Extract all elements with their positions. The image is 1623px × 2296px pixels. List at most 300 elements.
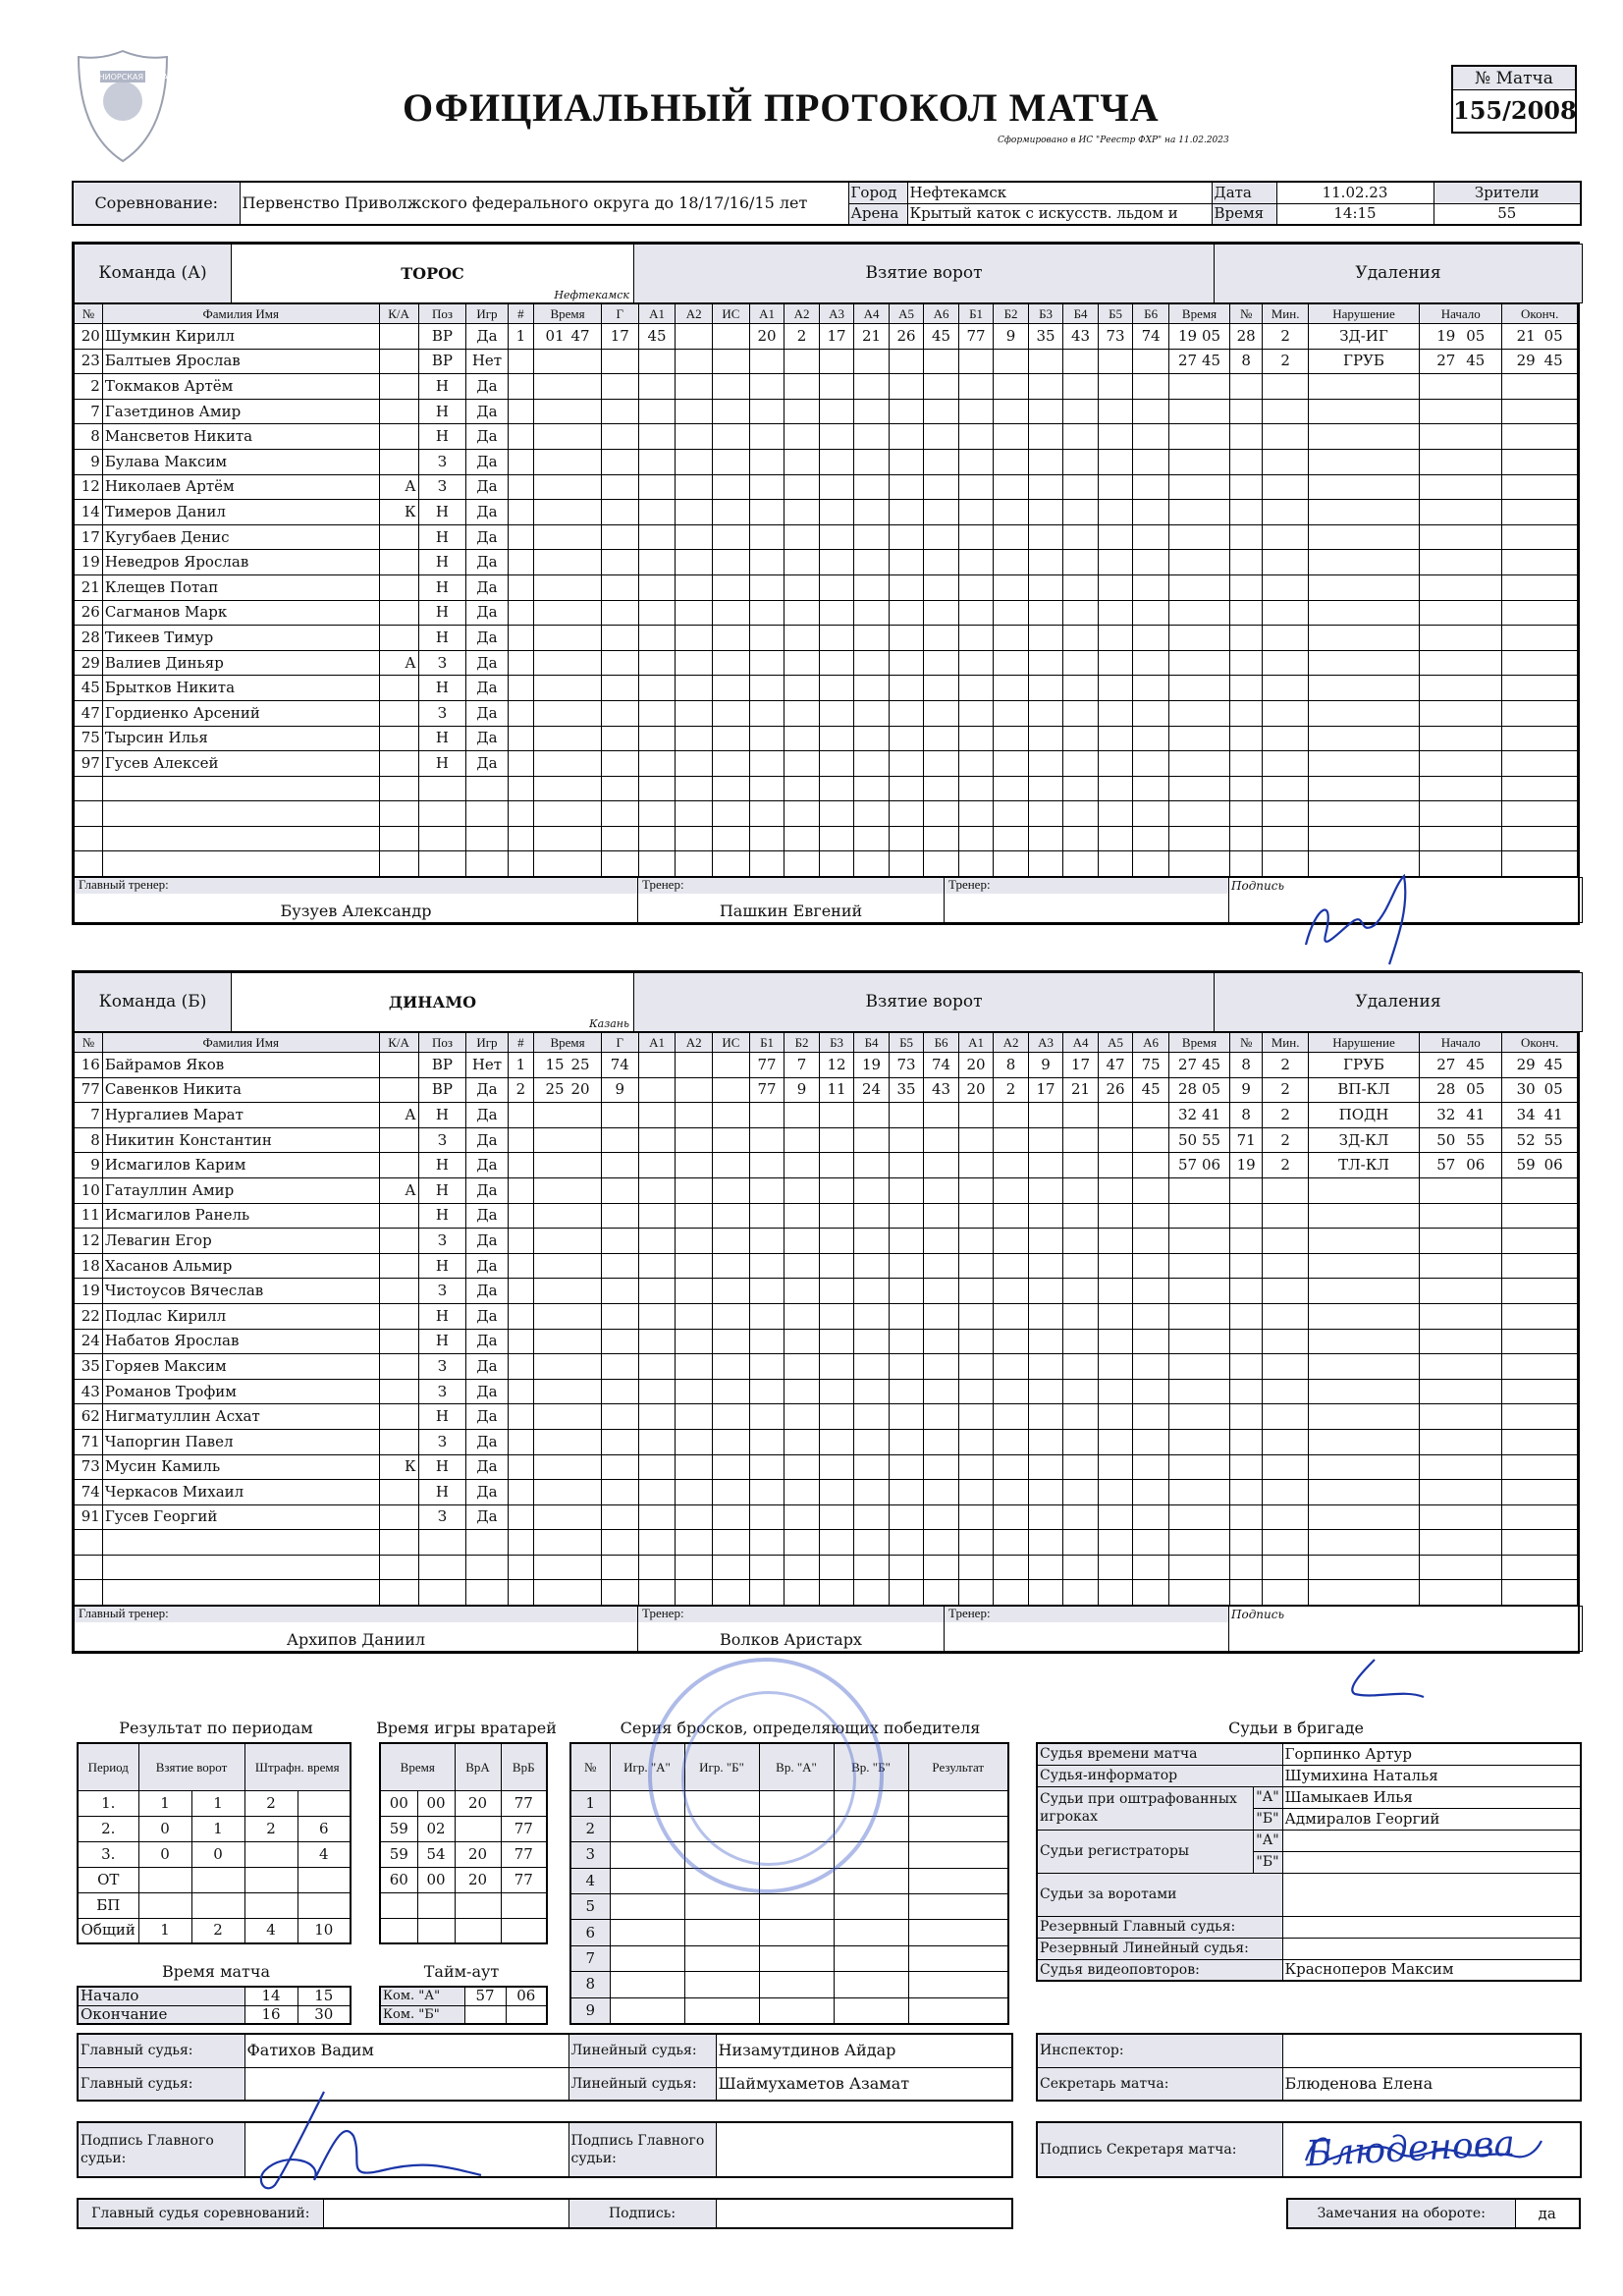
goal-on-ice <box>819 776 854 801</box>
column-header: Штрафн. время <box>244 1743 351 1790</box>
goal-on-ice <box>854 349 890 374</box>
goal-on-ice <box>1028 700 1063 726</box>
player-plays <box>466 801 508 827</box>
player-plays: Да <box>466 1153 508 1178</box>
penalty-player <box>1230 1253 1263 1279</box>
player-plays: Да <box>466 374 508 400</box>
player-name: Подлас Кирилл <box>102 1303 379 1329</box>
goal-on-ice <box>819 449 854 474</box>
goal-on-ice <box>1133 1229 1169 1254</box>
player-name <box>102 851 379 877</box>
goal-judges-label: Судьи за воротами <box>1037 1873 1282 1916</box>
penalty-violation <box>1308 1177 1419 1203</box>
goal-on-ice <box>958 1404 994 1430</box>
column-header: ИС <box>713 304 750 324</box>
goal-number <box>508 374 534 400</box>
goal-is <box>713 574 750 600</box>
goal-on-ice <box>889 1329 924 1354</box>
penalty-minutes: 2 <box>1263 1103 1309 1128</box>
penalty-player: 9 <box>1230 1077 1263 1103</box>
shootout-cell <box>610 1920 684 1945</box>
goal-on-ice <box>1098 600 1133 626</box>
goal-on-ice <box>854 1253 890 1279</box>
goal-on-ice <box>854 474 890 500</box>
penalty-time <box>1168 399 1229 424</box>
goal-on-ice <box>924 1454 959 1480</box>
coach-label: Тренер: <box>638 878 944 894</box>
player-captain <box>379 1253 418 1279</box>
goal-number <box>508 574 534 600</box>
table-row <box>75 1153 1578 1178</box>
goal-on-ice <box>819 1153 854 1178</box>
column-header: А1 <box>958 1033 994 1053</box>
period-gb: 0 <box>191 1841 244 1867</box>
head-coach <box>75 1607 638 1652</box>
player-position: Н <box>418 1329 466 1354</box>
penalty-start <box>1420 1504 1502 1530</box>
goal-on-ice: 21 <box>1063 1077 1099 1103</box>
penalty-time <box>1168 801 1229 827</box>
player-plays: Да <box>466 1504 508 1530</box>
penalty-violation <box>1308 726 1419 751</box>
player-plays: Да <box>466 399 508 424</box>
goal-on-ice <box>994 500 1029 525</box>
penalty-end <box>1502 1053 1578 1078</box>
goal-on-ice <box>819 851 854 877</box>
penalty-end <box>1502 349 1578 374</box>
head-coach-label: Главный тренер: <box>75 1607 637 1622</box>
timekeeper-label: Судья времени матча <box>1037 1743 1282 1765</box>
column-header: Б2 <box>784 1033 820 1053</box>
shootout-cell <box>834 1997 908 2023</box>
player-name: Горяев Максим <box>102 1354 379 1380</box>
goal-a1 <box>638 851 676 877</box>
player-plays: Нет <box>466 1053 508 1078</box>
goal-g: 17 <box>601 324 638 350</box>
goal-on-ice <box>889 1454 924 1480</box>
player-position: ВР <box>418 349 466 374</box>
penalty-time <box>1168 1127 1229 1153</box>
penalty-player <box>1230 1454 1263 1480</box>
goal-on-ice <box>1028 1279 1063 1304</box>
goal-on-ice <box>1028 1203 1063 1229</box>
goal-time <box>534 700 602 726</box>
column-header: Игр. "А" <box>610 1743 684 1790</box>
penalty-violation: ПОДН <box>1308 1103 1419 1128</box>
table-row <box>75 676 1578 701</box>
goal-on-ice <box>994 751 1029 777</box>
goal-on-ice <box>1133 1127 1169 1153</box>
player-position <box>418 801 466 827</box>
penalty-start-min: 27 <box>1436 1055 1456 1073</box>
penalty-time <box>1168 349 1229 374</box>
player-name <box>102 826 379 851</box>
goal-time <box>534 1480 602 1505</box>
goal-on-ice <box>958 574 994 600</box>
penalty-minutes <box>1263 1580 1309 1606</box>
shootout-cell <box>908 1945 1008 1971</box>
goalie-a <box>455 1892 501 1918</box>
player-position: Н <box>418 1253 466 1279</box>
penalty-time-sec: 06 <box>1201 1156 1221 1175</box>
player-name: Нигматуллин Асхат <box>102 1404 379 1430</box>
goal-on-ice <box>994 349 1029 374</box>
goal-on-ice <box>889 449 924 474</box>
shootout-cell <box>610 1997 684 2023</box>
penalty-player <box>1230 1329 1263 1354</box>
penalty-end <box>1502 851 1578 877</box>
team-signature <box>1229 1607 1583 1652</box>
goal-is <box>713 1077 750 1103</box>
goal-on-ice <box>1028 1530 1063 1556</box>
player-number: 12 <box>75 1229 103 1254</box>
registrar-b-tag: "Б" <box>1253 1851 1282 1873</box>
player-number: 29 <box>75 650 103 676</box>
goal-on-ice: 19 <box>854 1053 890 1078</box>
goal-on-ice <box>749 700 784 726</box>
goal-a2 <box>676 1454 713 1480</box>
goal-on-ice <box>924 524 959 550</box>
signature-team-a <box>1296 866 1443 974</box>
player-name: Тырсин Илья <box>102 726 379 751</box>
goal-on-ice <box>854 424 890 450</box>
column-header: Игр <box>466 304 508 324</box>
penalty-end <box>1502 524 1578 550</box>
period-pa <box>244 1867 298 1892</box>
goal-a1 <box>638 550 676 575</box>
goal-on-ice <box>784 1229 820 1254</box>
goal-on-ice <box>749 1480 784 1505</box>
penalty-player <box>1230 574 1263 600</box>
goal-number <box>508 1379 534 1404</box>
penalty-player <box>1230 1354 1263 1380</box>
penalty-end <box>1502 1177 1578 1203</box>
penalty-start <box>1420 1077 1502 1103</box>
remarks-label: Замечания на обороте: <box>1287 2199 1515 2228</box>
goal-on-ice <box>854 1504 890 1530</box>
penalty-violation <box>1308 700 1419 726</box>
goal-a2 <box>676 826 713 851</box>
goal-on-ice <box>819 1580 854 1606</box>
penalty-time <box>1168 1053 1229 1078</box>
goal-a1 <box>638 600 676 626</box>
player-number: 91 <box>75 1504 103 1530</box>
goal-time-min: 25 <box>545 1080 565 1099</box>
goal-on-ice <box>958 1429 994 1454</box>
goal-on-ice <box>749 1177 784 1203</box>
goal-on-ice <box>994 1127 1029 1153</box>
goal-on-ice <box>1063 700 1099 726</box>
column-header: Время <box>1168 304 1229 324</box>
penalty-time-sec: 05 <box>1201 326 1221 345</box>
penalty-minutes <box>1263 1229 1309 1254</box>
penalty-time <box>1168 324 1229 350</box>
table-row <box>75 776 1578 801</box>
goal-g <box>601 1229 638 1254</box>
player-captain <box>379 1404 418 1430</box>
penalty-time <box>1168 1203 1229 1229</box>
penalty-violation <box>1308 1279 1419 1304</box>
player-name: Токмаков Артём <box>102 374 379 400</box>
goal-on-ice <box>1063 1203 1099 1229</box>
date-label: Дата <box>1212 182 1276 203</box>
signature-table <box>77 2121 1013 2178</box>
goal-g <box>601 1153 638 1178</box>
signature-main-referee <box>245 2082 501 2200</box>
goal-on-ice <box>819 474 854 500</box>
player-plays: Да <box>466 1203 508 1229</box>
goal-on-ice <box>1028 851 1063 877</box>
goal-on-ice <box>749 399 784 424</box>
player-plays: Да <box>466 1354 508 1380</box>
player-number: 45 <box>75 676 103 701</box>
goal-a2 <box>676 600 713 626</box>
sig-main-label <box>78 2122 244 2177</box>
penalty-end-min: 30 <box>1516 1080 1536 1099</box>
goalie-m <box>380 1918 417 1943</box>
penalty-start <box>1420 1177 1502 1203</box>
goal-on-ice <box>1098 574 1133 600</box>
goal-is <box>713 851 750 877</box>
goal-a2 <box>676 449 713 474</box>
penalty-end <box>1502 424 1578 450</box>
goal-on-ice <box>854 500 890 525</box>
goal-on-ice <box>958 1354 994 1380</box>
player-plays: Да <box>466 626 508 651</box>
goal-on-ice <box>749 1429 784 1454</box>
penalty-end <box>1502 751 1578 777</box>
goal-g <box>601 550 638 575</box>
goal-on-ice <box>1133 826 1169 851</box>
penalty-start <box>1420 1555 1502 1580</box>
player-captain <box>379 600 418 626</box>
goalie-b: 77 <box>501 1841 547 1867</box>
goal-on-ice <box>749 1127 784 1153</box>
goal-on-ice <box>1098 650 1133 676</box>
player-plays: Да <box>466 676 508 701</box>
penalty-player <box>1230 1404 1263 1430</box>
goal-is <box>713 1530 750 1556</box>
penalty-minutes <box>1263 1404 1309 1430</box>
penalty-time <box>1168 776 1229 801</box>
player-plays: Да <box>466 1454 508 1480</box>
goal-on-ice <box>749 826 784 851</box>
goal-on-ice <box>1133 626 1169 651</box>
player-plays: Да <box>466 1253 508 1279</box>
player-captain <box>379 574 418 600</box>
goal-on-ice: 47 <box>1098 1053 1133 1078</box>
goal-on-ice <box>958 374 994 400</box>
goal-on-ice <box>958 474 994 500</box>
goal-time <box>534 1103 602 1128</box>
goal-on-ice <box>889 1480 924 1505</box>
player-captain: А <box>379 1177 418 1203</box>
goal-on-ice <box>819 574 854 600</box>
informer-label: Судья-информатор <box>1037 1765 1282 1786</box>
goal-on-ice <box>1098 1229 1133 1254</box>
goal-on-ice <box>994 1379 1029 1404</box>
player-plays: Да <box>466 1480 508 1505</box>
player-position: Н <box>418 626 466 651</box>
penalty-time-sec: 45 <box>1201 1055 1221 1073</box>
penalty-start-sec: 45 <box>1466 1055 1486 1073</box>
goalie-s <box>417 1918 455 1943</box>
period-gb: 2 <box>191 1918 244 1943</box>
penalty-player <box>1230 676 1263 701</box>
goal-a2 <box>676 1555 713 1580</box>
penalty-minutes <box>1263 626 1309 651</box>
player-captain <box>379 399 418 424</box>
goal-on-ice <box>924 474 959 500</box>
table-row <box>78 1892 351 1918</box>
goal-on-ice <box>1063 776 1099 801</box>
goal-on-ice <box>1028 574 1063 600</box>
remarks-table <box>1286 2198 1581 2229</box>
goal-on-ice: 24 <box>854 1077 890 1103</box>
period-gb: 1 <box>191 1816 244 1841</box>
goal-on-ice <box>958 1153 994 1178</box>
goal-on-ice <box>1028 374 1063 400</box>
goal-g <box>601 1329 638 1354</box>
penalty-time <box>1168 1303 1229 1329</box>
goal-on-ice <box>889 676 924 701</box>
goal-on-ice <box>958 676 994 701</box>
column-header: А6 <box>924 304 959 324</box>
column-header: ИС <box>713 1033 750 1053</box>
penalty-end <box>1502 1379 1578 1404</box>
goal-on-ice: 75 <box>1133 1053 1169 1078</box>
goal-number: 1 <box>508 1053 534 1078</box>
goal-on-ice <box>1133 1177 1169 1203</box>
goal-on-ice <box>994 826 1029 851</box>
goal-on-ice <box>1098 374 1133 400</box>
goal-time <box>534 1555 602 1580</box>
goal-on-ice <box>749 1354 784 1380</box>
goal-on-ice <box>924 500 959 525</box>
penalty-violation: ВП-КЛ <box>1308 1077 1419 1103</box>
player-plays <box>466 826 508 851</box>
shootout-cell <box>759 1920 834 1945</box>
penalty-player: 71 <box>1230 1127 1263 1153</box>
goal-a1 <box>638 1103 676 1128</box>
goal-on-ice <box>958 1454 994 1480</box>
penalty-violation: ЗД-КЛ <box>1308 1127 1419 1153</box>
goal-on-ice <box>784 700 820 726</box>
team-roster-table <box>74 1032 1578 1606</box>
penalty-violation <box>1308 474 1419 500</box>
player-number: 9 <box>75 1153 103 1178</box>
table-row <box>75 574 1578 600</box>
player-position: Н <box>418 500 466 525</box>
goal-on-ice <box>749 1454 784 1480</box>
goal-g <box>601 1379 638 1404</box>
goal-on-ice: 74 <box>1133 324 1169 350</box>
goal-on-ice <box>924 574 959 600</box>
goal-g <box>601 1555 638 1580</box>
goal-on-ice <box>1028 1329 1063 1354</box>
penalty-start <box>1420 1354 1502 1380</box>
penalty-player <box>1230 851 1263 877</box>
timeout-table <box>379 1986 548 2025</box>
goal-a2 <box>676 751 713 777</box>
goal-on-ice <box>1028 1454 1063 1480</box>
goal-on-ice <box>749 1580 784 1606</box>
table-row <box>75 550 1578 575</box>
penalty-end <box>1502 324 1578 350</box>
player-number: 16 <box>75 1053 103 1078</box>
table-row <box>75 1379 1578 1404</box>
goal-time <box>534 1177 602 1203</box>
shootout-number: 6 <box>570 1920 610 1945</box>
penalty-start-sec: 55 <box>1466 1130 1486 1149</box>
shootout-cell <box>834 1894 908 1920</box>
goal-on-ice <box>958 1103 994 1128</box>
goal-time-sec: 20 <box>570 1080 590 1099</box>
penalty-minutes <box>1263 399 1309 424</box>
goal-g <box>601 851 638 877</box>
city-value: Нефтекамск <box>907 182 1212 203</box>
penalty-start <box>1420 424 1502 450</box>
period-ga: 1 <box>138 1790 191 1816</box>
goal-on-ice <box>889 574 924 600</box>
goal-on-ice <box>1098 1253 1133 1279</box>
goal-on-ice <box>958 1177 994 1203</box>
main-ref-1: Фатихов Вадим <box>244 2034 568 2067</box>
penalty-end-sec: 05 <box>1543 326 1563 345</box>
goal-on-ice <box>819 1454 854 1480</box>
goal-a1 <box>638 374 676 400</box>
goal-on-ice <box>1028 1480 1063 1505</box>
table-row <box>78 1867 351 1892</box>
goal-on-ice <box>1098 676 1133 701</box>
penalty-start <box>1420 550 1502 575</box>
goalie-time-title: Время игры вратарей <box>376 1719 557 1737</box>
goal-is <box>713 726 750 751</box>
player-captain <box>379 1329 418 1354</box>
periods-title: Результат по периодам <box>119 1719 313 1737</box>
player-number: 10 <box>75 1177 103 1203</box>
penalty-violation: ГРУБ <box>1308 1053 1419 1078</box>
table-row <box>380 1841 547 1867</box>
penalty-minutes <box>1263 826 1309 851</box>
player-position: Н <box>418 1203 466 1229</box>
goal-a1 <box>638 1053 676 1078</box>
table-row <box>75 474 1578 500</box>
goal-on-ice <box>1063 726 1099 751</box>
goal-number <box>508 1404 534 1430</box>
goal-on-ice <box>1133 1253 1169 1279</box>
column-header: Период <box>78 1743 138 1790</box>
goal-on-ice <box>854 1177 890 1203</box>
period-p: ОТ <box>78 1867 138 1892</box>
goal-on-ice <box>784 626 820 651</box>
coaches-table <box>74 1606 1583 1652</box>
goal-on-ice <box>854 1303 890 1329</box>
penalty-minutes <box>1263 500 1309 525</box>
goal-time <box>534 1279 602 1304</box>
penalty-minutes <box>1263 524 1309 550</box>
goal-on-ice <box>889 1253 924 1279</box>
goal-g <box>601 424 638 450</box>
player-number: 28 <box>75 626 103 651</box>
goal-number <box>508 676 534 701</box>
goal-on-ice <box>958 1253 994 1279</box>
goal-on-ice <box>819 600 854 626</box>
goal-a2 <box>676 550 713 575</box>
goal-on-ice <box>889 474 924 500</box>
goal-on-ice <box>1028 801 1063 827</box>
shootout-cell <box>759 1997 834 2023</box>
